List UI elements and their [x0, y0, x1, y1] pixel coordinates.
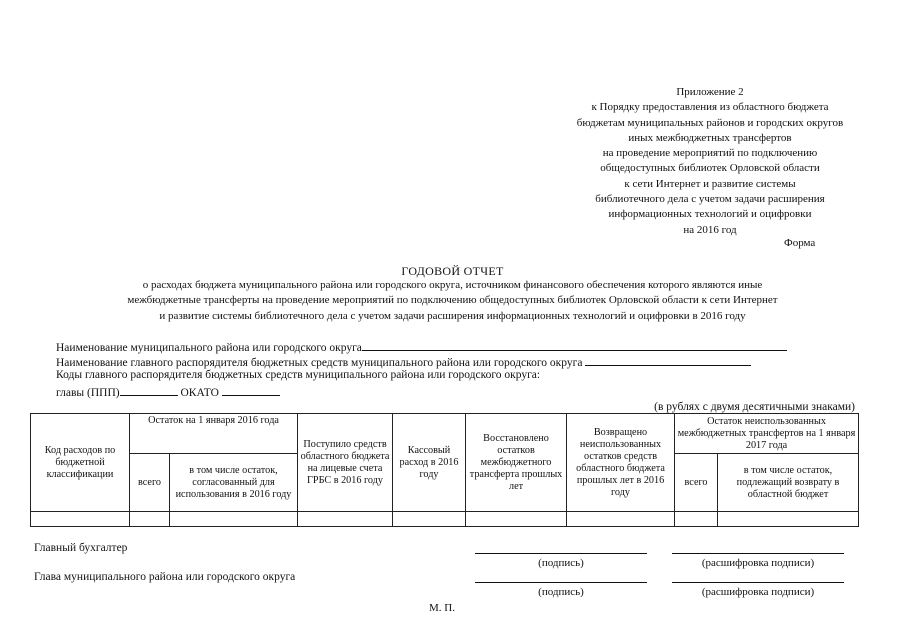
table-cell[interactable]	[130, 512, 170, 527]
main-manager-field	[56, 354, 751, 369]
appendix-line: Приложение 2	[676, 86, 744, 98]
appendix-line: библиотечного дела с учетом задачи расширения	[595, 193, 825, 206]
appendix-line: информационных технологий и оцифровки	[608, 208, 812, 221]
header-balance-end-return: в том числе остаток, подлежащий возврату в областной бюджет	[718, 454, 859, 512]
appendix-line: к Порядку предоставления из областного бюджета	[591, 101, 829, 114]
report-title: ГОДОВОЙ ОТЧЕТ	[401, 264, 504, 278]
accountant-decoding-line[interactable]	[672, 553, 844, 554]
units-note: (в рублях с двумя десятичными знаками)	[654, 401, 855, 413]
subtitle-line: и развитие системы библиотечного дела с учетом задачи расширения информационных технологий и оцифровки в 2016 году	[159, 309, 746, 322]
accountant-signature-label: (подпись)	[538, 557, 584, 569]
manager-codes-label: Коды главного распорядителя бюджетных средств муниципального района или городского округа:	[56, 369, 541, 381]
header-balance-start: Остаток на 1 января 2016 года	[130, 414, 298, 454]
head-decoding-label: (расшифровка подписи)	[701, 586, 815, 598]
report-subtitle	[40, 278, 865, 324]
head-code-label: главы (ППП)	[56, 387, 120, 399]
header-total: всего	[130, 454, 170, 512]
appendix-line: на 2016 год	[683, 223, 737, 236]
table-cell[interactable]	[466, 512, 567, 527]
form-label: Форма	[784, 237, 816, 249]
table-cell[interactable]	[718, 512, 859, 527]
main-manager-label: Наименование главного распорядителя бюджетных средств муниципального района или городского округа	[56, 357, 583, 369]
municipality-input-line[interactable]	[362, 339, 787, 351]
codes-field	[56, 384, 280, 399]
table-cell[interactable]	[298, 512, 393, 527]
head-decoding-line[interactable]	[672, 582, 844, 583]
header-received: Поступило средств областного бюджета на лицевые счета ГРБС в 2016 году	[298, 414, 393, 512]
okato-input-line[interactable]	[222, 384, 280, 396]
main-manager-input-line[interactable]	[585, 354, 751, 366]
municipality-field	[56, 339, 787, 354]
stamp-label: М. П.	[429, 602, 455, 614]
accountant-signature-line[interactable]	[475, 553, 647, 554]
table-cell[interactable]	[170, 512, 298, 527]
head-code-input-line[interactable]	[120, 384, 178, 396]
appendix-line: иных межбюджетных трансфертов	[628, 131, 792, 144]
header-cash-expense: Кассовый расход в 2016 году	[393, 414, 466, 512]
table-row	[31, 512, 859, 527]
subtitle-line: межбюджетные трансферты на проведение мероприятий по подключению общедоступных библиотек Орловской области к сети Интернет	[127, 294, 778, 307]
appendix-line: бюджетам муниципальных районов и городских округов	[576, 116, 844, 129]
table-cell[interactable]	[31, 512, 130, 527]
accountant-decoding-label: (расшифровка подписи)	[701, 557, 815, 569]
appendix-line: на проведение мероприятий по подключению	[602, 147, 818, 160]
appendix-line: общедоступных библиотек Орловской области	[600, 162, 820, 175]
head-signature-line[interactable]	[475, 582, 647, 583]
header-restored: Восстановлено остатков межбюджетного трансферта прошлых лет	[466, 414, 567, 512]
head-label: Глава муниципального района или городского округа	[34, 571, 296, 583]
head-signature-label: (подпись)	[538, 586, 584, 598]
report-table	[30, 413, 859, 527]
header-returned: Возвращено неиспользованных остатков средств областного бюджета прошлых лет в 2016 году	[567, 414, 675, 512]
header-balance-start-agreed: в том числе остаток, согласованный для использования в 2016 году	[170, 454, 298, 512]
okato-label: ОКАТО	[180, 387, 219, 399]
table-cell[interactable]	[393, 512, 466, 527]
header-total-2: всего	[675, 454, 718, 512]
header-balance-end: Остаток неиспользованных межбюджетных трансфертов на 1 января 2017 года	[675, 414, 859, 454]
table-cell[interactable]	[675, 512, 718, 527]
appendix-line: к сети Интернет и развитие системы	[624, 177, 796, 190]
accountant-label: Главный бухгалтер	[34, 542, 128, 554]
appendix-header	[540, 85, 880, 238]
header-code: Код расходов по бюджетной классификации	[31, 414, 130, 512]
table-cell[interactable]	[567, 512, 675, 527]
municipality-label: Наименование муниципального района или городского округа	[56, 342, 362, 354]
subtitle-line: о расходах бюджета муниципального района или городского округа, источником финансового обеспечения которого являются иные	[142, 279, 763, 291]
